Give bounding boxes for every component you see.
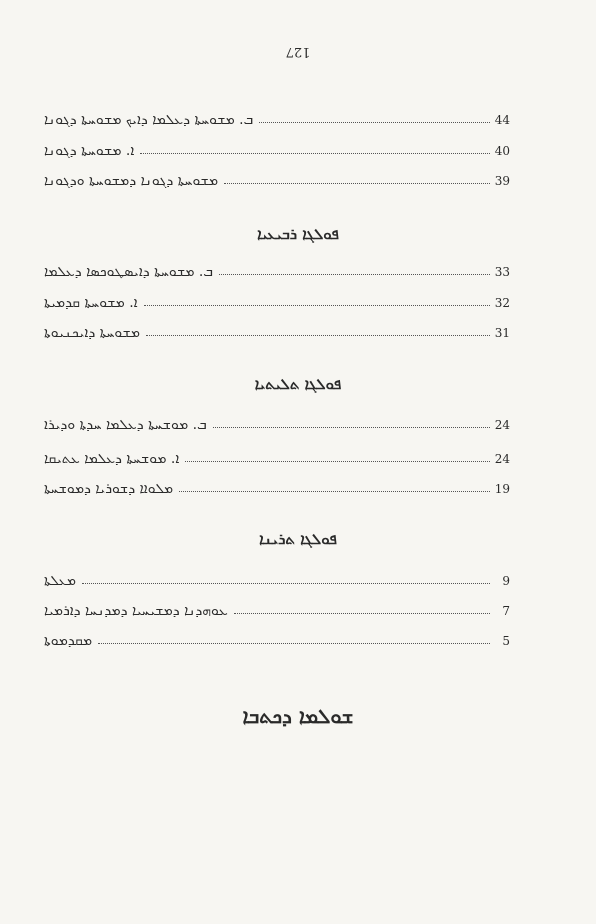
toc-title: ܫܘܠܡܐ ܕܟܬܒܐ	[242, 704, 354, 728]
toc-entry-page: 9	[502, 574, 510, 588]
toc-entry	[44, 142, 510, 160]
dot-leader	[82, 583, 490, 584]
toc-entry-text: ܡܥܠܬܐ	[44, 573, 77, 589]
toc-entry-text: ܡܫܘܚܬܐ ܕܓܘܢܐ ܕܡܫܘܚܬܐ ܘܕܓܘܢܐ	[44, 173, 219, 189]
toc-entry	[44, 416, 510, 434]
toc-entry-page: 19	[494, 482, 510, 496]
toc-entry-text: ܥܘܗܕܢܐ ܕܡܫܝܚܝܐ ܕܡܕܢܚܐ ܕܐܪܡܝܐ	[44, 603, 228, 619]
dot-leader	[213, 427, 490, 428]
toc-entry-text: ܐ. ܡܘܫܚܬܐ ܕܥܠܡܐ ܥܬܝܩܐ	[44, 451, 180, 467]
toc-entry-text: ܡܫܘܚܬܐ ܕܐܝܟܢܝܘܬܐ	[44, 325, 140, 341]
dot-leader	[98, 643, 490, 644]
toc-entry	[44, 111, 510, 129]
dot-leader	[140, 153, 490, 154]
toc-entry	[44, 294, 510, 312]
section-heading: ܦܘܠܓܐ ܪܒܝܥܝܐ	[257, 225, 339, 243]
toc-entry	[44, 450, 510, 468]
toc-entry-text: ܡܩܕܡܘܬܐ	[44, 633, 93, 649]
dot-leader	[224, 183, 490, 184]
toc-entry-page: 44	[494, 113, 510, 127]
toc-entry-text: ܐ. ܡܫܘܚܬܐ ܕܓܘܢܐ	[44, 143, 135, 159]
toc-entry-text: ܡܠܘܐܐ ܕܫܘܪܝܐ ܕܡܘܫܚܬܐ	[44, 481, 174, 497]
toc-entry-page: 5	[502, 634, 510, 648]
toc-entry-page: 7	[502, 604, 510, 618]
dot-leader	[234, 613, 490, 614]
toc-entry-text: ܒ. ܡܫܘܚܬܐ ܕܐܝܣܛܘܟܣܐ ܕܥܠܡܐ	[44, 264, 213, 280]
toc-entry-text: ܐ. ܡܫܘܚܬܐ ܩܕܡܝܬܐ	[44, 295, 138, 311]
dot-leader	[144, 305, 490, 306]
toc-entry-page: 31	[494, 326, 510, 340]
dot-leader	[185, 461, 490, 462]
toc-entry	[44, 602, 510, 620]
toc-entry	[44, 480, 510, 498]
toc-entry	[44, 324, 510, 342]
section-heading: ܦܘܠܓܐ ܬܠܝܬܝܐ	[254, 375, 342, 393]
toc-entry-text: ܒ. ܡܫܘܚܬܐ ܕܥܠܡܐ ܕܐܝܟ ܡܫܘܚܬܐ ܕܓܘܢܐ	[44, 112, 254, 128]
toc-entry-page: 33	[494, 265, 510, 279]
toc-entry-text: ܒ. ܡܘܫܚܬܐ ܕܥܠܡܐ ܚܕܬܐ ܘܕܝܪܐ	[44, 417, 207, 433]
section-heading: ܦܘܠܓܐ ܬܪܝܢܐ	[259, 530, 337, 548]
toc-entry-page: 40	[494, 144, 510, 158]
toc-entry-page: 32	[494, 296, 510, 310]
toc-entry	[44, 172, 510, 190]
toc-entry	[44, 263, 510, 281]
toc-entry	[44, 572, 510, 590]
dot-leader	[259, 122, 490, 123]
page-number: 127	[285, 44, 311, 59]
toc-entry	[44, 632, 510, 650]
dot-leader	[179, 491, 490, 492]
dot-leader	[219, 274, 490, 275]
toc-entry-page: 24	[494, 452, 510, 466]
dot-leader	[146, 335, 490, 336]
toc-entry-page: 24	[494, 418, 510, 432]
toc-entry-page: 39	[494, 174, 510, 188]
